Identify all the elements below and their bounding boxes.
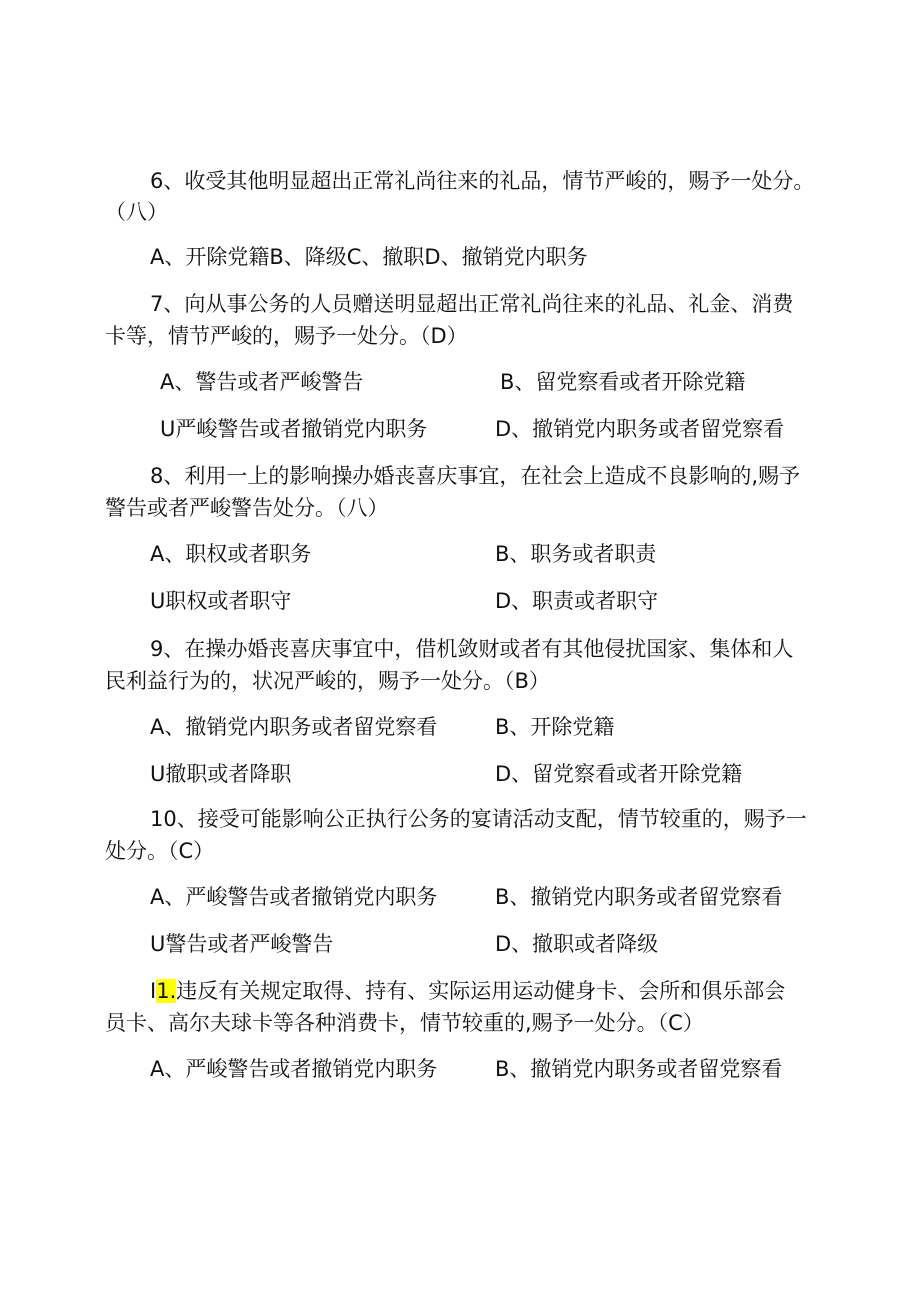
q11-stem-line1 bbox=[150, 977, 785, 1005]
q7-option-d: D、撤销党内职务或者留党察看 bbox=[495, 417, 785, 441]
q9-stem-line1: 9、在操办婚丧喜庆事宜中，借机敛财或者有其他侵扰国家、集体和人 bbox=[150, 637, 794, 661]
q11-option-b: B、撤销党内职务或者留党察看 bbox=[495, 1057, 783, 1081]
q7-option-b: B、留党察看或者开除党籍 bbox=[500, 370, 746, 394]
q10-option-c: U警告或者严峻警告 bbox=[150, 932, 334, 956]
q8-option-b: B、职务或者职责 bbox=[495, 542, 657, 566]
q11-number-prefix: I bbox=[150, 979, 157, 1003]
q10-option-d: D、撤职或者降级 bbox=[495, 932, 659, 956]
q9-option-a: A、撤销党内职务或者留党察看 bbox=[150, 715, 438, 739]
q10-stem-line1: 10、接受可能影响公正执行公务的宴请活动支配，情节较重的，赐予一 bbox=[150, 807, 807, 831]
q8-option-c: U职权或者职守 bbox=[150, 589, 292, 613]
q6-options: A、开除党籍B、降级C、撤职D、撤销党内职务 bbox=[150, 245, 588, 269]
q6-answer: （八） bbox=[105, 200, 168, 224]
q10-stem-line2: 处分。（C） bbox=[105, 839, 215, 863]
q6-stem-line1: 6、收受其他明显超出正常礼尚往来的礼品，情节严峻的，赐予一处分。 bbox=[150, 169, 815, 193]
q7-option-a: A、警告或者严峻警告 bbox=[160, 370, 364, 394]
q10-option-b: B、撤销党内职务或者留党察看 bbox=[495, 885, 783, 909]
q7-stem-line2: 卡等，情节严峻的，赐予一处分。（D） bbox=[105, 324, 468, 348]
q8-stem-line1: 8、利用一上的影响操办婚丧喜庆事宜，在社会上造成不良影响的,赐予 bbox=[150, 464, 801, 488]
q9-option-d: D、留党察看或者开除党籍 bbox=[495, 762, 743, 786]
q9-stem-line2: 民利益行为的，状况严峻的，赐予一处分。（B） bbox=[105, 669, 550, 693]
q8-stem-line2: 警告或者严峻警告处分。（八） bbox=[105, 496, 389, 520]
q7-stem-line1: 7、向从事公务的人员赠送明显超出正常礼尚往来的礼品、礼金、消费 bbox=[150, 292, 794, 316]
q8-option-d: D、职责或者职守 bbox=[495, 589, 659, 613]
q9-option-c: U撤职或者降职 bbox=[150, 762, 292, 786]
q8-option-a: A、职权或者职务 bbox=[150, 542, 312, 566]
q11-option-a: A、严峻警告或者撤销党内职务 bbox=[150, 1057, 438, 1081]
q10-option-a: A、严峻警告或者撤销党内职务 bbox=[150, 885, 438, 909]
q7-option-c: U严峻警告或者撤销党内职务 bbox=[160, 417, 428, 441]
q11-stem-text: 违反有关规定取得、持有、实际运用运动健身卡、会所和俱乐部会 bbox=[176, 979, 786, 1003]
q11-highlighted-number: 1. bbox=[156, 979, 177, 1003]
q11-stem-line2: 员卡、高尔夫球卡等各种消费卡，情节较重的,赐予一处分。（C） bbox=[105, 1011, 704, 1035]
q9-option-b: B、开除党籍 bbox=[495, 715, 615, 739]
